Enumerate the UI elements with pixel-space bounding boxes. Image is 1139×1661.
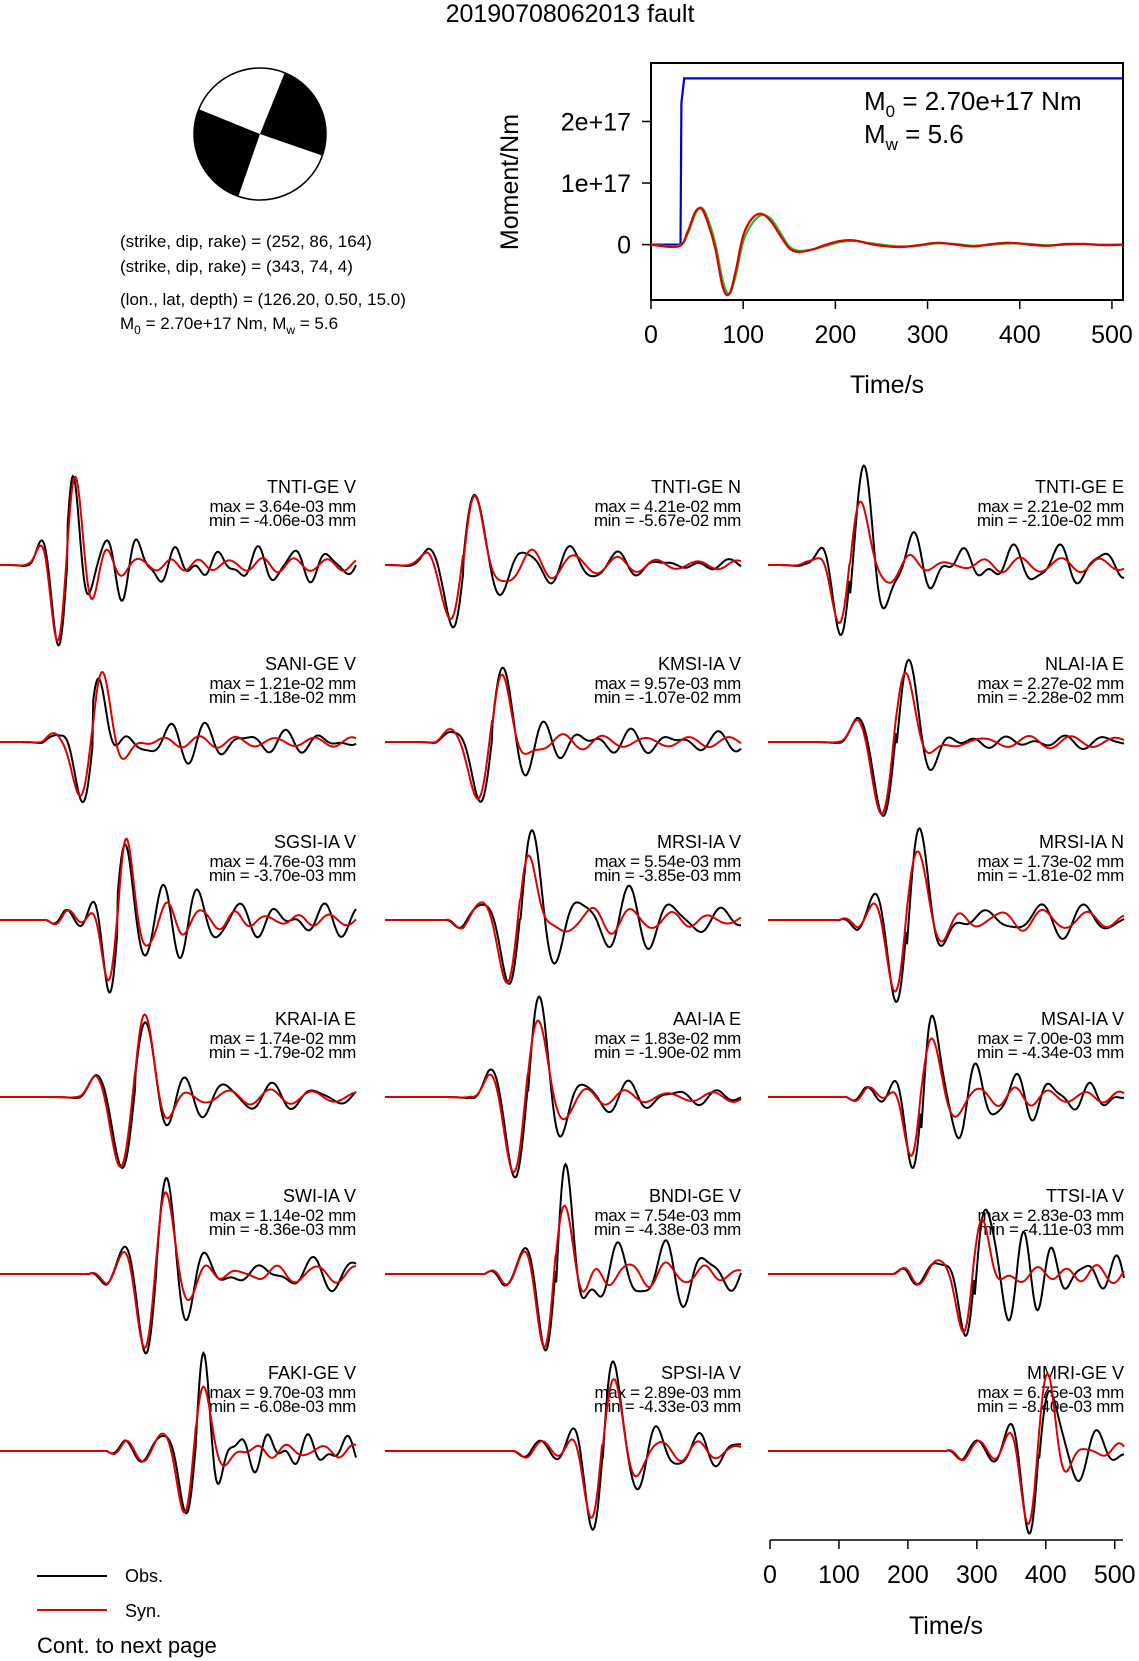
moment-y-tick-label: 2e+17: [560, 108, 631, 137]
station-min: min = -2.28e-02 mm: [976, 688, 1124, 707]
station-label: SANI-GE V: [264, 654, 356, 674]
moment-rate-chart: [496, 63, 1133, 399]
station-min: min = -1.90e-02 mm: [593, 1043, 741, 1062]
station-max: max = 2.83e-03 mm: [977, 1206, 1124, 1225]
continued-note: Cont. to next page: [37, 1633, 217, 1658]
figure-title: 20190708062013 fault: [445, 0, 695, 28]
waveform-x-tick-label: 200: [887, 1561, 929, 1589]
station-max: max = 9.70e-03 mm: [209, 1383, 356, 1402]
station-max: max = 3.64e-03 mm: [209, 497, 356, 516]
station-max: max = 1.83e-02 mm: [594, 1029, 741, 1048]
moment-x-ticks: [644, 300, 1133, 349]
station-label: MRSI-IA N: [1038, 832, 1124, 852]
station-panel: [385, 477, 741, 627]
station-label: SGSI-IA V: [273, 832, 356, 852]
station-label: BNDI-GE V: [648, 1186, 741, 1206]
station-label: KMSI-IA V: [657, 654, 741, 674]
waveform-time-axis: [763, 1540, 1136, 1589]
station-max: max = 9.57e-03 mm: [594, 674, 741, 693]
moment-y-axis-label: Moment/Nm: [496, 113, 524, 251]
legend-observed-label: Obs.: [125, 1566, 164, 1586]
station-max: max = 7.00e-03 mm: [977, 1029, 1124, 1048]
station-panel: [768, 1009, 1124, 1168]
station-label: TTSI-IA V: [1045, 1186, 1124, 1206]
station-panel: [768, 1186, 1124, 1336]
legend-synthetic-label: Syn.: [125, 1601, 162, 1621]
station-panel: [385, 830, 741, 983]
station-min: min = -1.18e-02 mm: [208, 688, 356, 707]
station-panel: [385, 1164, 741, 1350]
station-min: min = -5.67e-02 mm: [593, 511, 741, 530]
station-panel: [768, 1363, 1124, 1534]
station-max: max = 6.75e-03 mm: [977, 1383, 1124, 1402]
station-label: TNTI-GE E: [1035, 477, 1124, 497]
station-min: min = -8.36e-03 mm: [208, 1220, 356, 1239]
station-max: max = 4.76e-03 mm: [209, 852, 356, 871]
station-panel: [768, 654, 1124, 816]
station-label: AAI-IA E: [672, 1009, 741, 1029]
nodal-plane-1: (strike, dip, rake) = (252, 86, 164): [120, 232, 372, 251]
moment-m0-annotation: $M_0 = 2.70e+17$ Nm: [864, 86, 1082, 121]
station-max: max = 4.21e-02 mm: [594, 497, 741, 516]
station-panel: [0, 832, 356, 993]
waveform-x-tick-label: 0: [763, 1561, 777, 1589]
moment-x-tick-label: 500: [1091, 321, 1133, 349]
station-label: MSAI-IA V: [1040, 1009, 1124, 1029]
moment-x-tick-label: 300: [906, 321, 949, 349]
station-label: MRSI-IA V: [656, 832, 741, 852]
station-max: max = 1.21e-02 mm: [209, 674, 356, 693]
waveform-x-tick-label: 400: [1024, 1561, 1067, 1589]
moment-x-axis-label: Time/s: [849, 371, 925, 399]
station-label: KRAI-IA E: [274, 1009, 356, 1029]
station-panel: [0, 654, 356, 802]
station-min: min = -6.08e-03 mm: [208, 1397, 356, 1416]
station-panel: [768, 828, 1124, 1001]
station-label: TNTI-GE N: [651, 477, 741, 497]
station-min: min = -2.10e-02 mm: [976, 511, 1124, 530]
station-min: min = -4.33e-03 mm: [593, 1397, 741, 1416]
station-label: SWI-IA V: [282, 1186, 356, 1206]
station-max: max = 1.73e-02 mm: [977, 852, 1124, 871]
station-label: TNTI-GE V: [267, 477, 356, 497]
station-panel: [0, 1353, 356, 1514]
station-label: FAKI-GE V: [267, 1363, 356, 1383]
waveform-x-tick-label: 500: [1093, 1561, 1136, 1589]
moment-x-tick-label: 0: [644, 321, 658, 349]
station-max: max = 2.27e-02 mm: [977, 674, 1124, 693]
station-min: min = -3.85e-03 mm: [593, 866, 741, 885]
hypocenter-info: (lon., lat, depth) = (126.20, 0.50, 15.0): [120, 290, 406, 309]
nodal-plane-2: (strike, dip, rake) = (343, 74, 4): [120, 257, 353, 276]
waveform-grid: [0, 466, 1124, 1534]
station-label: MMRI-GE V: [1027, 1363, 1124, 1383]
beachball-group: [194, 68, 326, 200]
moment-mw-annotation: $M_w = 5.6$: [864, 119, 964, 154]
station-min: min = -8.40e-03 mm: [976, 1397, 1124, 1416]
moment-y-tick-label: 0: [617, 231, 631, 260]
moment-x-tick-label: 200: [814, 321, 857, 349]
station-panel: [385, 1361, 741, 1529]
station-min: min = -1.07e-02 mm: [593, 688, 741, 707]
waveform-x-axis-label: Time/s: [908, 1612, 984, 1640]
moment-y-ticks: [561, 108, 651, 259]
station-panel: [0, 1009, 356, 1168]
moment-y-tick-label: 1e+17: [560, 170, 631, 199]
station-max: max = 7.54e-03 mm: [594, 1206, 741, 1225]
station-min: min = -1.81e-02 mm: [976, 866, 1124, 885]
station-max: max = 1.74e-02 mm: [209, 1029, 356, 1048]
station-panel: [385, 997, 741, 1178]
waveform-x-tick-label: 300: [955, 1561, 998, 1589]
moment-x-tick-label: 400: [998, 321, 1041, 349]
station-panel: [385, 654, 741, 802]
station-label: NLAI-IA E: [1044, 654, 1124, 674]
station-label: SPSI-IA V: [660, 1363, 741, 1383]
station-min: min = -3.70e-03 mm: [208, 866, 356, 885]
station-max: max = 5.54e-03 mm: [594, 852, 741, 871]
station-panel: [0, 1178, 356, 1353]
waveform-legend: [37, 1566, 163, 1621]
station-max: max = 2.89e-03 mm: [594, 1383, 741, 1402]
moment-rate-line: [651, 208, 1123, 295]
station-min: min = -1.79e-02 mm: [208, 1043, 356, 1062]
moment-magnitude-info: $M_0 = 2.70e+17$ Nm, $M_w = 5.6$: [120, 314, 339, 337]
station-min: min = -4.34e-03 mm: [976, 1043, 1124, 1062]
station-min: min = -4.06e-03 mm: [208, 511, 356, 530]
station-min: min = -4.38e-03 mm: [593, 1220, 741, 1239]
station-max: max = 1.14e-02 mm: [209, 1206, 356, 1225]
station-panel: [0, 476, 356, 645]
station-panel: [768, 466, 1124, 635]
station-min: min = -4.11e-03 mm: [978, 1220, 1124, 1239]
waveform-x-tick-label: 100: [818, 1561, 860, 1589]
moment-x-tick-label: 100: [722, 321, 765, 349]
station-max: max = 2.21e-02 mm: [977, 497, 1124, 516]
